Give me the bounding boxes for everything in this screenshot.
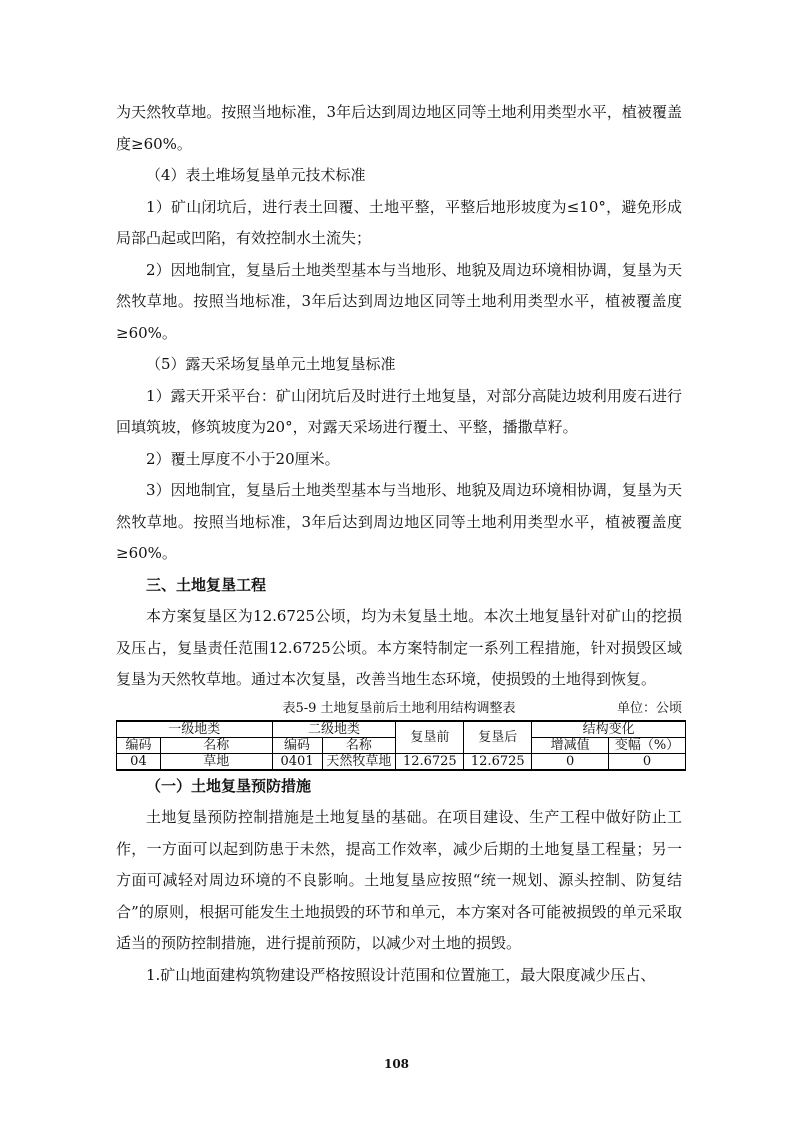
header-change: 结构变化 [532, 721, 686, 738]
cell-delta: 0 [532, 753, 609, 770]
paragraph: 3）因地制宜，复垦后土地类型基本与当地形、地貌及周边环境相协调，复垦为天然牧草地。按照当地标准，3年后达到周边地区同等土地利用类型水平，植被覆盖度≥60%。 [116, 481, 682, 562]
document-body [116, 97, 682, 991]
cell-after: 12.6725 [464, 753, 532, 770]
paragraph: 本方案复垦区为12.6725公顷，均为未复垦土地。本次土地复垦针对矿山的挖损及压占，复垦责任范围12.6725公顷。本方案特制定一系列工程措施，针对损毁区域复垦为天然牧草地。通过本次复垦，改善当地生态环境，使损毁的土地得到恢复。 [116, 607, 682, 688]
table-header-row [117, 721, 686, 738]
paragraph: 1）露天开采平台：矿山闭坑后及时进行土地复垦，对部分高陡边坡利用废石进行回填筑坡，修筑坡度为20°，对露天采场进行覆土、平整，播撒草籽。 [116, 386, 682, 436]
paragraph: （4）表土堆场复垦单元技术标准 [146, 166, 366, 184]
page-number: 108 [383, 1057, 410, 1071]
subsection-heading: （一）土地复垦预防措施 [146, 776, 312, 795]
section-heading: 三、土地复垦工程 [146, 575, 267, 594]
header-name2: 名称 [322, 737, 396, 753]
header-name1: 名称 [160, 737, 272, 753]
cell-name2: 天然牧草地 [322, 753, 396, 770]
header-delta: 增减值 [532, 737, 609, 753]
cell-code1: 04 [117, 753, 161, 770]
cell-before: 12.6725 [396, 753, 464, 770]
table-caption: 表5-9 土地复垦前后土地利用结构调整表 [282, 700, 516, 716]
header-level1: 一级地类 [117, 721, 273, 738]
header-code2: 编码 [272, 737, 322, 753]
header-level2: 二级地类 [272, 721, 396, 738]
paragraph: 1.矿山地面建构筑物建设严格按照设计范围和位置施工，最大限度减少压占、 [146, 965, 656, 984]
paragraph: 土地复垦预防控制措施是土地复垦的基础。在项目建设、生产工程中做好防止工作，一方面可以起到防患于未然，提高工作效率，减少后期的土地复垦工程量；另一方面可减轻对周边环境的不良影响。土地复垦应按照“统一规划、源头控制、防复结合”的原则，根据可能发生土地损毁的环节和单元，本方案对各可能被损毁的单元采取适当的预防控制措施，进行提前预防，以减少对土地的损毁。 [116, 808, 682, 952]
header-before: 复垦前 [396, 721, 464, 754]
table-caption-row [116, 698, 682, 720]
paragraph: 为天然牧草地。按照当地标准，3年后达到周边地区同等土地利用类型水平，植被覆盖度≥60%。 [116, 103, 682, 153]
header-after: 复垦后 [464, 721, 532, 754]
cell-code2: 0401 [272, 753, 322, 770]
paragraph: 2）覆土厚度不小于20厘米。 [146, 449, 340, 468]
paragraph: 2）因地制宜，复垦后土地类型基本与当地形、地貌及周边环境相协调，复垦为天然牧草地。按照当地标准，3年后达到周边地区同等土地利用类型水平，植被覆盖度≥60%。 [116, 260, 682, 342]
paragraph: （5）露天采场复垦单元土地复垦标准 [146, 355, 396, 373]
cell-name1: 草地 [160, 753, 272, 770]
cell-ratio: 0 [609, 753, 686, 770]
header-ratio: 变幅（%） [609, 737, 686, 753]
paragraph: 1）矿山闭坑后，进行表土回覆、土地平整，平整后地形坡度为≤10°，避免形成局部凸起或凹陷，有效控制水土流失； [116, 197, 682, 247]
land-use-table [116, 720, 686, 771]
header-code1: 编码 [117, 737, 161, 753]
table-unit: 单位：公顷 [616, 700, 682, 716]
table-row [117, 753, 686, 770]
